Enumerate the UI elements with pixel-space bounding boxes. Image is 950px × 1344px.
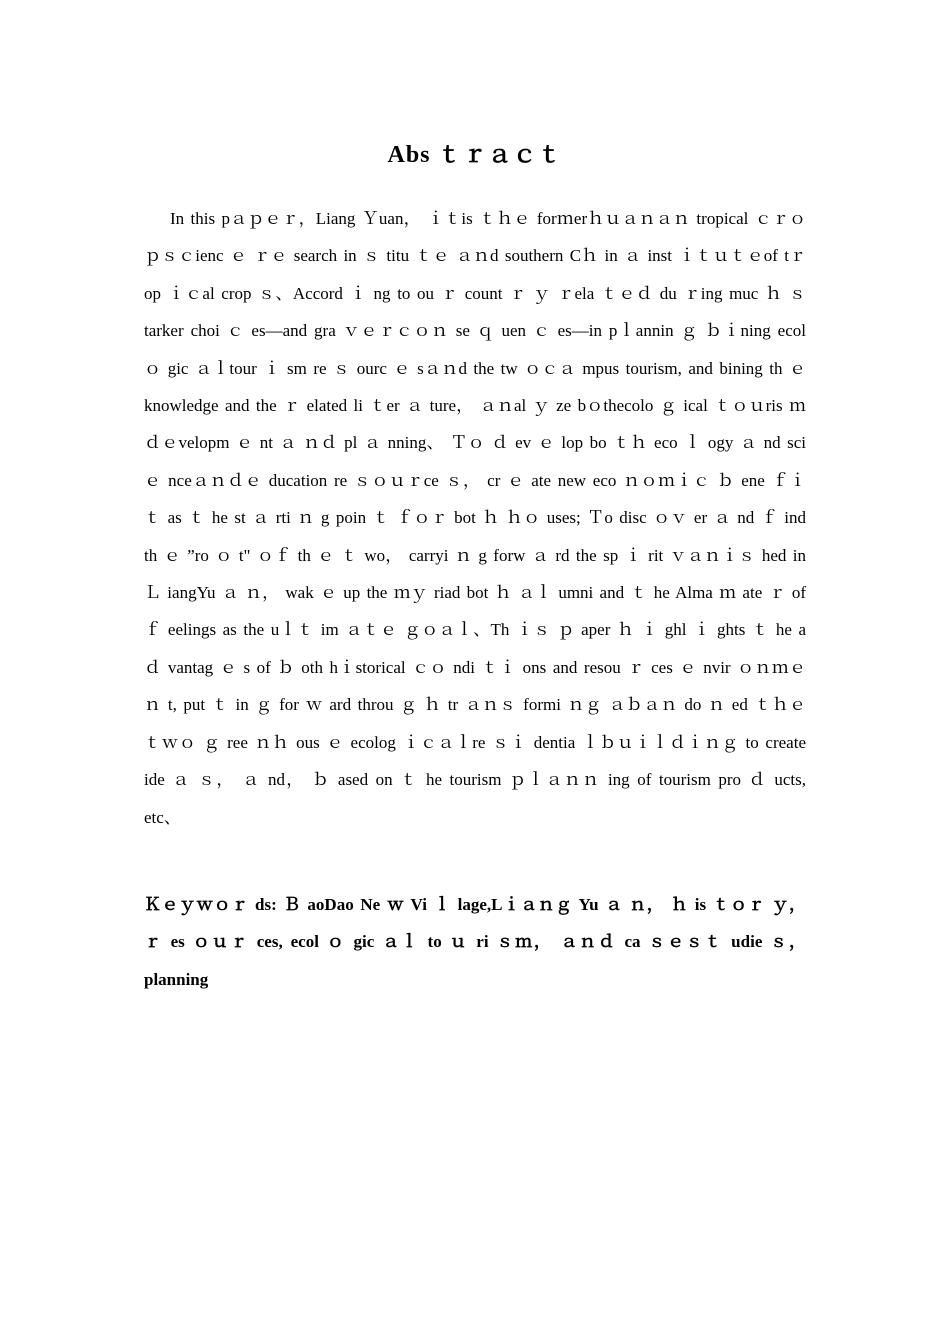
abstract-title: Abs ｔｒａｃｔ bbox=[387, 142, 563, 168]
keywords-line: Ｋｅｙｗｏｒ ds: Ｂ aoDao Ne ｗ Vi ｌ lage,Lｉａｎｇ Yu ａ ｎ， ｈ is ｔｏｒ ｙ， ｒ es ｏｕｒ ces, ecol ｏ gic ａｌ to ｕ ri ｓｍ， ａｎｄ ca ｓｅｓｔ udie ｓ， planning bbox=[144, 895, 806, 989]
abstract-body: In this pａｐｅｒ，Liang Ｙuan， ｉｔis ｔｈｅ forｍerｈｕａｎａｎ tropical ｃｒｏｐｓｃienc ｅ ｒｅ search in ｓ titu ｔｅ ａｎd southern Cｈ in ａ inst ｉｔｕｔｅof tｒop ｉｃal crop ｓ、Accord ｉ ng to ou ｒ count ｒ ｙ ｒela ｔｅｄ du ｒing muc ｈ ｓtarker choi ｃ es—and gra ｖｅｒｃｏｎ se ｑ uen ｃ es—in pｌannin ｇ ｂｉning ecol ｏ gic ａｌtour ｉ sm re ｓ ourc ｅ sａｎd the tw ｏｃａ mpus tourism, and bining th ｅ knowledge and the ｒ elated li ｔer ａ ture， ａｎal ｙ ze bｏthecolo ｇ ical ｔｏｕris ｍ ｄｅvelopm ｅ nt ａ ｎｄ pl ａ nning、 Ｔｏ ｄ ev ｅ lop bo ｔｈ eco ｌ ogy ａ nd sci ｅ nceａｎｄｅ ducation re ｓｏｕｒce ｓ， cr ｅ ate new eco ｎｏｍｉｃ ｂ ene ｆｉｔ as ｔ he st ａ rti ｎ g poin ｔ ｆｏｒ bot ｈ ｈｏ uses; Ｔo disc ｏｖ er ａ nd ｆ ind th ｅ ”ro ｏ t" ｏｆ th ｅ ｔ wo， carryi ｎ g forw ａ rd the sp ｉ rit ｖａｎｉｓ hed in Ｌ iangYu ａ ｎ， wak ｅ up the ｍｙ riad bot ｈ ａｌ umni and ｔ he Alma ｍ ate ｒ of ｆ eelings as the uｌｔ im ａｔｅ ｇｏａｌ、Th ｉｓ ｐ aper ｈ ｉ ghl ｉ ghts ｔ he aｄ vantag ｅ s of ｂ oth hｉstorical ｃｏ ndi ｔｉ ons and resou ｒ ces ｅ nvir ｏｎｍｅｎ t, put ｔ in ｇ for ｗ ard throu ｇ ｈ tr ａｎｓ formi ｎｇ ａｂａｎ do ｎ ed ｔｈｅ ｔｗｏ ｇ ree ｎｈ ous ｅ ecolog ｉｃａｌre ｓｉ dentia ｌｂｕｉｌｄｉｎｇ to create ide ａ ｓ， ａ nd， ｂ ased on ｔ he tourism ｐｌａｎｎ ing of tourism pro ｄ ucts, etc、 bbox=[144, 209, 806, 827]
